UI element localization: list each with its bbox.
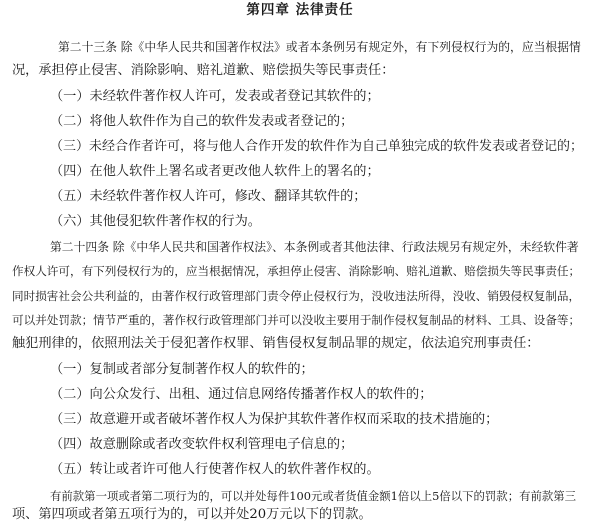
article-23-line-2: 况，承担停止侵害、消除影响、赔礼道歉、赔偿损失等民事责任： [12, 63, 395, 78]
article-23-item-5: （五）未经软件著作权人许可，修改、翻译其软件的； [50, 189, 367, 204]
article-23-item-4: （四）在他人软件上署名或者更改他人软件上的署名的； [50, 164, 380, 179]
article-24-item-5: （五）转让或者许可他人行使著作权人的软件著作权的。 [50, 462, 380, 477]
article-24-item-3: （三）故意避开或者破坏著作权人为保护其软件著作权而采取的技术措施的； [50, 412, 499, 427]
article-23-line-1: 第二十三条 除《中华人民共和国著作权法》或者本条例另有规定外，有下列侵权行为的，应当根据情 [58, 40, 581, 54]
article-23-item-1: （一）未经软件著作权人许可，发表或者登记其软件的； [50, 89, 380, 104]
article-23-item-3: （三）未经合作者许可，将与他人合作开发的软件作为自己单独完成的软件发表或者登记的； [50, 139, 584, 154]
article-23-item-6: （六）其他侵犯软件著作权的行为。 [50, 214, 261, 229]
article-24-closing-line-1: 有前款第一项或者第二项行为的，可以并处每件100元或者货值金额1倍以上5倍以下的罚款；有前款第三 [50, 489, 577, 503]
article-24-line-5: 触犯刑律的，依照刑法关于侵犯著作权罪、销售侵权复制品罪的规定，依法追究刑事责任： [12, 336, 540, 351]
article-24-line-2: 作权人许可，有下列侵权行为的，应当根据情况，承担停止侵害、消除影响、赔礼道歉、赔偿损失等民事责任； [12, 264, 581, 278]
article-24-line-1: 第二十四条 除《中华人民共和国著作权法》、本条例或者其他法律、行政法规另有规定外，未经软件著 [50, 240, 579, 254]
chapter-title: 第四章 法律责任 [246, 2, 354, 18]
article-24-closing-line-2: 项、第四项或者第五项行为的，可以并处20万元以下的罚款。 [12, 507, 372, 522]
article-24-line-3: 同时损害社会公共利益的，由著作权行政管理部门责令停止侵权行为，没收违法所得，没收、销毁侵权复制品， [12, 289, 581, 303]
article-24-item-2: （二）向公众发行、出租、通过信息网络传播著作权人的软件的； [50, 387, 433, 402]
article-24-item-1: （一）复制或者部分复制著作权人的软件的； [50, 362, 314, 377]
article-23-item-2: （二）将他人软件作为自己的软件发表或者登记的； [50, 114, 354, 129]
article-24-line-4: 可以并处罚款；情节严重的，著作权行政管理部门并可以没收主要用于制作侵权复制品的材料、工具、设备等； [12, 313, 581, 327]
article-24-item-4: （四）故意删除或者改变软件权利管理电子信息的； [50, 437, 354, 452]
